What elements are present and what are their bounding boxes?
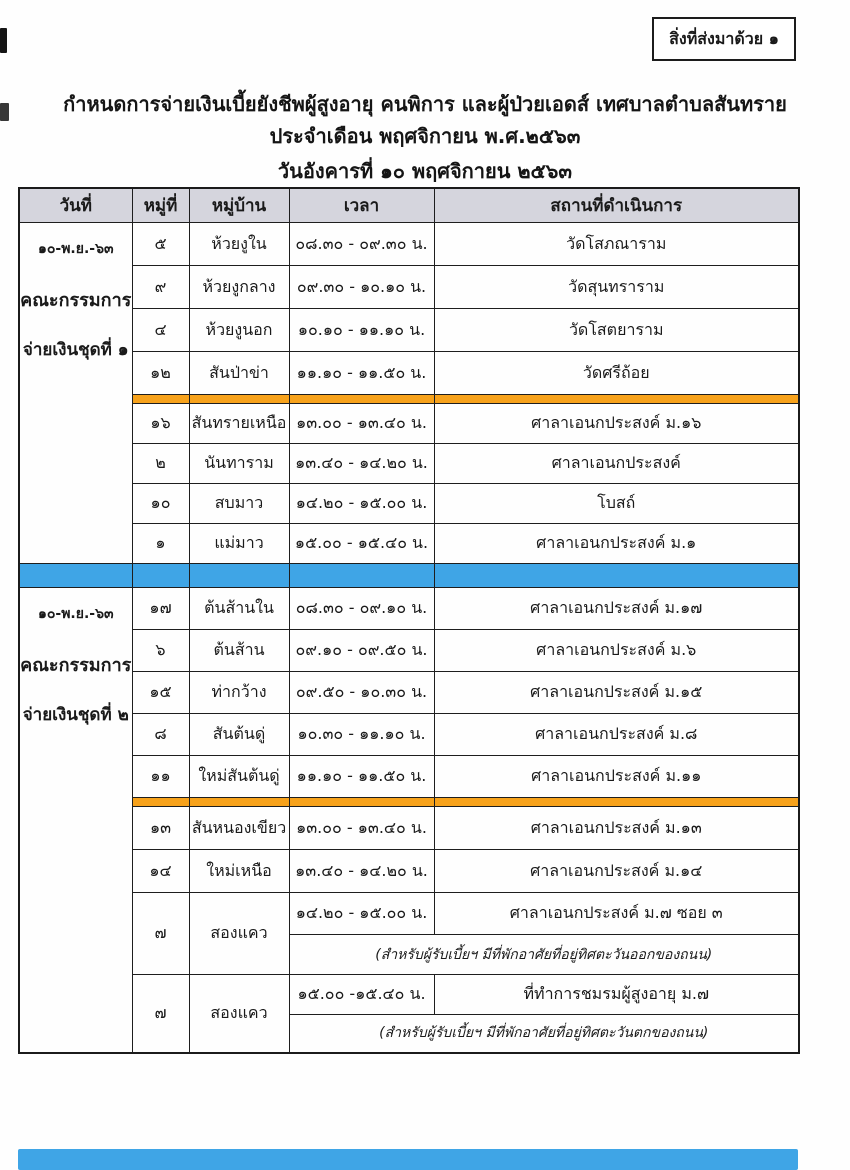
table-row: [19, 352, 799, 395]
cell-moo: ๑๓: [132, 807, 189, 850]
attachment-label-box: [652, 17, 796, 61]
cell-moo: ๑๔: [132, 850, 189, 893]
blue-band: [434, 564, 799, 588]
cell-time: ๑๓.๔๐ - ๑๔.๒๐ น.: [289, 444, 434, 484]
table-row: [19, 756, 799, 798]
cell-location: ที่ทำการชมรมผู้สูงอายุ ม.๗: [434, 975, 799, 1015]
cell-moo: ๑๐: [132, 484, 189, 524]
schedule-table: [18, 187, 800, 1054]
cell-location: ศาลาเอนกประสงค์ ม.๑: [434, 524, 799, 564]
cell-moo: ๘: [132, 714, 189, 756]
cell-moo: ๑๕: [132, 672, 189, 714]
table-row: [19, 588, 799, 630]
section1-date-cell: [19, 223, 132, 564]
cell-moo: ๒: [132, 444, 189, 484]
cell-location: วัดศรีถ้อย: [434, 352, 799, 395]
cell-time: ๑๐.๑๐ - ๑๑.๑๐ น.: [289, 309, 434, 352]
table-row: [19, 714, 799, 756]
cell-note: (สำหรับผู้รับเบี้ยฯ มีที่พักอาศัยที่อยู่ทิศตะวันออกของถนน): [289, 935, 799, 975]
cell-location: ศาลาเอนกประสงค์ ม.๑๗: [434, 588, 799, 630]
orange-band: [434, 798, 799, 807]
cell-moo: ๑๖: [132, 404, 189, 444]
cell-location: ศาลาเอนกประสงค์ ม.๑๑: [434, 756, 799, 798]
cell-village: ท่ากว้าง: [189, 672, 289, 714]
cell-village: สันทรายเหนือ: [189, 404, 289, 444]
table-row: [19, 893, 799, 935]
document-title-line2: ประจำเดือน พฤศจิกายน พ.ศ.๒๕๖๓: [269, 124, 581, 148]
cell-time: ๑๕.๐๐ -๑๕.๔๐ น.: [289, 975, 434, 1015]
cell-time: ๑๓.๔๐ - ๑๔.๒๐ น.: [289, 850, 434, 893]
cell-location: ศาลาเอนกประสงค์ ม.๑๔: [434, 850, 799, 893]
cell-village: นันทาราม: [189, 444, 289, 484]
cell-moo: ๑๒: [132, 352, 189, 395]
bottom-blue-band: [18, 1149, 798, 1170]
cell-location: วัดโสตยาราม: [434, 309, 799, 352]
table-row: [19, 444, 799, 484]
orange-separator-row: [19, 395, 799, 404]
cell-location: ศาลาเอนกประสงค์ ม.๘: [434, 714, 799, 756]
table-row: [19, 672, 799, 714]
cell-village: ต้นส้านใน: [189, 588, 289, 630]
document-title-line3: วันอังคารที่ ๑๐ พฤศจิกายน ๒๕๖๓: [277, 159, 573, 183]
cell-location: ศาลาเอนกประสงค์: [434, 444, 799, 484]
header-date: วันที่: [19, 188, 132, 223]
cell-village: สบมาว: [189, 484, 289, 524]
orange-separator-row: [19, 798, 799, 807]
orange-band: [289, 395, 434, 404]
header-village: หมู่บ้าน: [189, 188, 289, 223]
cell-village: สันหนองเขียว: [189, 807, 289, 850]
cell-location: ศาลาเอนกประสงค์ ม.๑๕: [434, 672, 799, 714]
cell-time: ๑๔.๒๐ - ๑๕.๐๐ น.: [289, 484, 434, 524]
cell-moo: ๑๑: [132, 756, 189, 798]
orange-band: [132, 798, 189, 807]
cell-village: สันป่าข่า: [189, 352, 289, 395]
cell-village: สันต้นดู่: [189, 714, 289, 756]
cell-time: ๐๙.๑๐ - ๐๙.๕๐ น.: [289, 630, 434, 672]
header-moo: หมู่ที่: [132, 188, 189, 223]
orange-band: [189, 395, 289, 404]
table-row: [19, 484, 799, 524]
cell-time: ๑๔.๒๐ - ๑๕.๐๐ น.: [289, 893, 434, 935]
section-batch: จ่ายเงินชุดที่ ๒: [22, 705, 129, 725]
cell-village: สองแคว: [189, 975, 289, 1053]
cell-location: ศาลาเอนกประสงค์ ม.๑๖: [434, 404, 799, 444]
blue-separator-row: [19, 564, 799, 588]
cell-moo: ๖: [132, 630, 189, 672]
table-header-row: [19, 188, 799, 223]
section-date: ๑๐-พ.ย.-๖๓: [37, 241, 114, 257]
cell-moo: ๑: [132, 524, 189, 564]
cell-village: ห้วยงูนอก: [189, 309, 289, 352]
table-row: [19, 309, 799, 352]
cell-village: ห้วยงูกลาง: [189, 266, 289, 309]
table-row: [19, 404, 799, 444]
table-row: [19, 850, 799, 893]
blue-band: [189, 564, 289, 588]
orange-band: [434, 395, 799, 404]
cell-time: ๑๑.๑๐ - ๑๑.๕๐ น.: [289, 352, 434, 395]
cell-time: ๑๕.๐๐ - ๑๕.๔๐ น.: [289, 524, 434, 564]
cell-time: ๑๐.๓๐ - ๑๑.๑๐ น.: [289, 714, 434, 756]
cell-village: ห้วยงูใน: [189, 223, 289, 266]
cell-village: ใหม่สันต้นดู่: [189, 756, 289, 798]
cell-location: ศาลาเอนกประสงค์ ม.๑๓: [434, 807, 799, 850]
cell-moo: ๗: [132, 975, 189, 1053]
table-row: [19, 630, 799, 672]
cell-village: ใหม่เหนือ: [189, 850, 289, 893]
section2-date-cell: [19, 588, 132, 1053]
cell-time: ๐๙.๕๐ - ๑๐.๓๐ น.: [289, 672, 434, 714]
table-row: [19, 975, 799, 1015]
cell-moo: ๕: [132, 223, 189, 266]
header-time: เวลา: [289, 188, 434, 223]
cell-village: แม่มาว: [189, 524, 289, 564]
cell-time: ๑๓.๐๐ - ๑๓.๔๐ น.: [289, 807, 434, 850]
cell-time: ๐๙.๓๐ - ๑๐.๑๐ น.: [289, 266, 434, 309]
cell-note: (สำหรับผู้รับเบี้ยฯ มีที่พักอาศัยที่อยู่ทิศตะวันตกของถนน): [289, 1015, 799, 1053]
cell-time: ๑๑.๑๐ - ๑๑.๕๐ น.: [289, 756, 434, 798]
cell-location: วัดโสภณาราม: [434, 223, 799, 266]
blue-band: [289, 564, 434, 588]
section-committee: คณะกรรมการ: [20, 290, 132, 311]
attachment-label: สิ่งที่ส่งมาด้วย ๑: [669, 28, 779, 48]
blue-band: [19, 564, 132, 588]
document-title-line1: กำหนดการจ่ายเงินเบี้ยยังชีพผู้สูงอายุ คนพิการ และผู้ป่วยเอดส์ เทศบาลตำบลสันทราย: [63, 92, 787, 116]
scan-artifact-mark: [0, 28, 7, 53]
orange-band: [132, 395, 189, 404]
cell-time: ๐๘.๓๐ - ๐๙.๓๐ น.: [289, 223, 434, 266]
cell-location: ศาลาเอนกประสงค์ ม.๗ ซอย ๓: [434, 893, 799, 935]
blue-band: [132, 564, 189, 588]
table-row: [19, 524, 799, 564]
cell-moo: ๔: [132, 309, 189, 352]
table-row: [19, 266, 799, 309]
cell-village: ต้นส้าน: [189, 630, 289, 672]
section-batch: จ่ายเงินชุดที่ ๑: [22, 340, 129, 360]
table-row: [19, 807, 799, 850]
orange-band: [289, 798, 434, 807]
section-committee: คณะกรรมการ: [20, 655, 132, 676]
cell-time: ๑๓.๐๐ - ๑๓.๔๐ น.: [289, 404, 434, 444]
cell-location: วัดสุนทราราม: [434, 266, 799, 309]
table-row: [19, 223, 799, 266]
cell-village: สองแคว: [189, 893, 289, 975]
section-date: ๑๐-พ.ย.-๖๓: [37, 606, 114, 622]
cell-moo: ๑๗: [132, 588, 189, 630]
cell-location: ศาลาเอนกประสงค์ ม.๖: [434, 630, 799, 672]
cell-time: ๐๘.๓๐ - ๐๙.๑๐ น.: [289, 588, 434, 630]
cell-location: โบสถ์: [434, 484, 799, 524]
orange-band: [189, 798, 289, 807]
cell-moo: ๗: [132, 893, 189, 975]
cell-moo: ๙: [132, 266, 189, 309]
header-location: สถานที่ดำเนินการ: [434, 188, 799, 223]
